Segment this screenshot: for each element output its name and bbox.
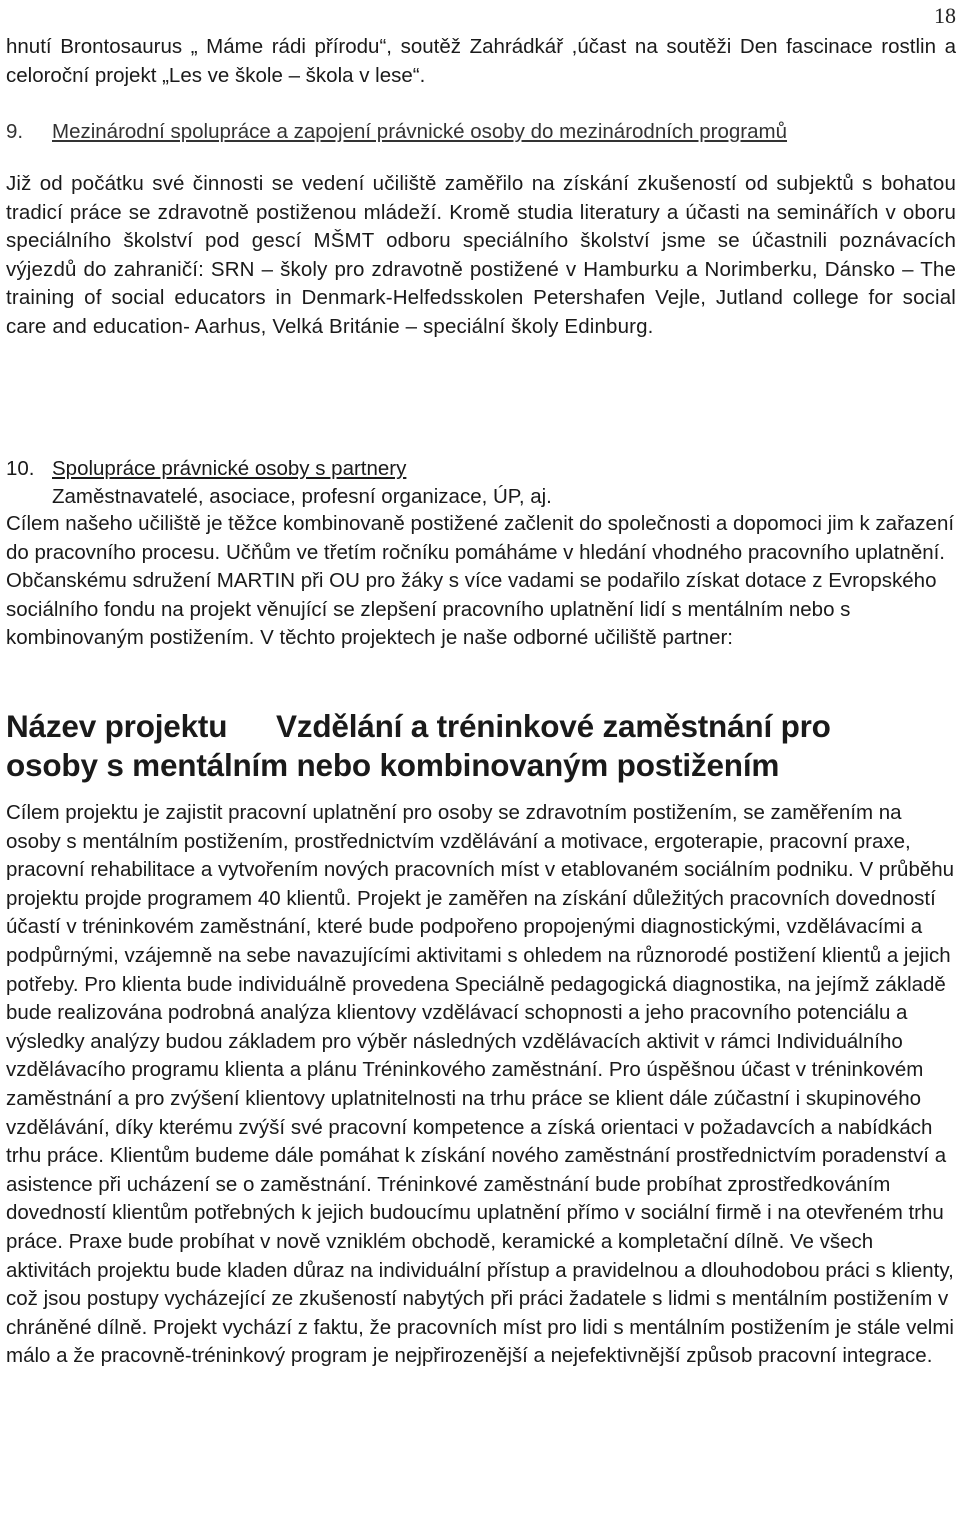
- section-10-heading: [6, 455, 956, 484]
- section-9-number: 9.: [6, 120, 24, 143]
- section-9-title: Mezinárodní spolupráce a zapojení právnické osoby do mezinárodních programů: [52, 120, 788, 143]
- section-9-body: Již od počátku své činnosti se vedení učiliště zaměřilo na získání zkušeností od subjektů s bohatou tradicí práce se zdravotně postiženou mládeží. Kromě studia literatury a účasti na seminářích v oboru speciálního školství pod gescí MŠMT odboru speciálního školství jsme se účastnili poznávacích výjezdů do zahraničí: SRN – školy pro zdravotně postižené v Hamburku a Norimberku, Dánsko – The training of social educators in Denmark-Helfedsskolen Petershafen Vejle, Jutland college for social care and education- Aarhus, Velká Británie – speciální školy Edinburg.: [6, 172, 956, 338]
- project-title-text: Vzdělání a tréninkové zaměstnání pro: [276, 708, 831, 744]
- project-body: Cílem projektu je zajistit pracovní uplatnění pro osoby se zdravotním postižením, se zaměřením na osoby s mentálním postižením, prostřednictvím vzdělávání a motivace, ergoterapie, pracovní praxe, pracovní rehabilitace a vytvořením nových pracovních míst v etablovaném sociálním podniku. V průběhu projektu projde programem 40 klientů. Projekt je zaměřen na získání důležitých pracovních dovedností účastí v tréninkovém zaměstnání, které bude podpořeno propojenými diagnostickými, vzdělávacími a podpůrnými, vzájemně na sebe navazujícími aktivitami s ohledem na různorodé postižení klientů a jejich potřeby. Pro klienta bude individuálně provedena Speciálně pedagogická diagnostika, na jejímž základě bude realizována podrobná analýza klientovy vzdělávací schopnosti a jeho pracovního potenciálu a výsledky analýzy budou základem pro výběr následných vzdělávacích aktivit v rámci Individuálního vzdělávacího programu klienta a plánu Tréninkového zaměstnání. Pro úspěšnou účast v tréninkovém zaměstnání a pro zvýšení klientovy uplatnitelnosti na trhu práce se klient dále zúčastní i skupinového vzdělávání, díky kterému zvýší své pracovní kompetence a získá orientaci v požadavcích a nabídkách trhu práce. Klientům budeme dále pomáhat k získání nového zaměstnání prostřednictvím poradenství a asistence při ucházení se o zaměstnání. Tréninkové zaměstnání bude probíhat zprostředkováním dovedností klientům potřebných k jejich budoucímu uplatnění přímo v sociální firmě i na otevřeném trhu práce. Praxe bude probíhat v nově vzniklém obchodě, keramické a kompletační dílně. Ve všech aktivitách projektu bude kladen důraz na individuální přístup a pravidelnou a dlouhodobou práci s klienty, což jsou postupy vycházející ze zkušeností nabytých při práci žadatele s lidmi s mentálním postižením v chráněné dílně. Projekt vychází z faktu, že pracovních míst pro lidi s mentálním postižením je stále velmi málo a že pracovně-tréninkový program je nejpřirozenější a nejefektivnější způsob pracovní integrace.: [6, 801, 955, 1368]
- section-10-body: Cílem našeho učiliště je těžce kombinovaně postižené začlenit do společnosti a dopomoci jim k zařazení do pracovního procesu. Učňům ve třetím ročníku pomáháme v hledání vhodného pracovního uplatnění. Občanskému sdružení MARTIN při OU pro žáky s více vadami se podařilo získat dotace z Evropského sociálního fondu na projekt věnující se zlepšení pracovního uplatnění lidí s mentálním nebo s kombinovaným postižením. V těchto projektech je naše odborné učiliště partner:: [6, 512, 955, 650]
- intro-paragraph: hnutí Brontosaurus „ Máme rádi přírodu“, soutěž Zahrádkář ,účast na soutěži Den fascinace rostlin a celoroční projekt „Les ve škole – škola v lese“.: [6, 35, 956, 87]
- section-9-heading: [6, 118, 956, 147]
- project-title-line-1: [6, 707, 956, 746]
- page-number: 18: [934, 3, 956, 28]
- section-10-title: Spolupráce právnické osoby s partnery: [52, 457, 407, 480]
- project-label: Název projektu: [6, 708, 228, 744]
- project-title-line-2: osoby s mentálním nebo kombinovaným postižením: [6, 747, 780, 783]
- section-10-number: 10.: [6, 457, 35, 480]
- project-heading: [6, 707, 956, 785]
- section-10-subtitle: Zaměstnavatelé, asociace, profesní organizace, ÚP, aj.: [52, 485, 552, 508]
